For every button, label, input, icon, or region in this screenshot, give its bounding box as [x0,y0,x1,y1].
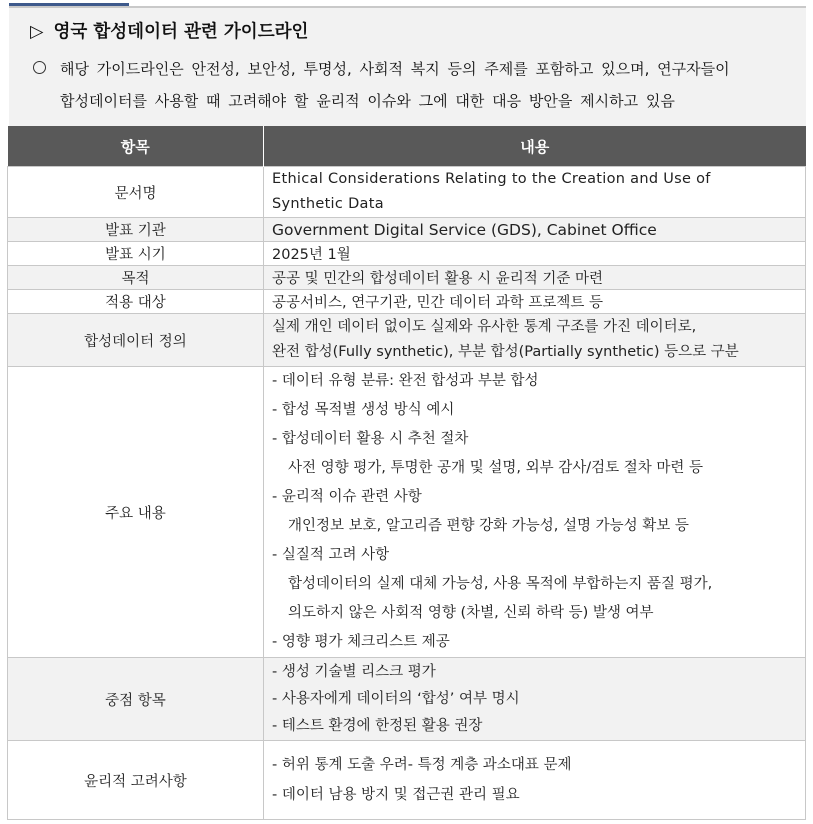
row-label: 목적 [8,266,264,290]
row-label: 발표 시기 [8,242,264,266]
row-label: 발표 기관 [8,218,264,242]
row-value [264,167,806,218]
section-title-text: 영국 합성데이터 관련 가이드라인 [53,22,309,42]
value-line: - 사용자에게 데이터의 ‘합성’ 여부 명시 [272,690,520,707]
row-value [264,314,806,367]
header-item: 항목 [8,126,264,167]
value-line: - 허위 통계 도출 우려- 특정 계층 과소대표 문제 [272,757,572,773]
table-row [8,290,806,314]
summary-line-2: 합성데이터를 사용할 때 고려해야 할 윤리적 이슈와 그에 대한 대응 방안을 제시하고 있음 [60,92,675,110]
row-value: Government Digital Service (GDS), Cabinet Office [264,218,806,242]
section-title [30,18,308,43]
value-line: 개인정보 보호, 알고리즘 편향 강화 가능성, 설명 가능성 확보 등 [288,518,689,534]
circle-bullet-icon [33,61,46,74]
top-accent-bar [9,3,129,6]
value-line: - 데이터 유형 분류: 완전 합성과 부분 합성 [272,373,539,389]
value-line: - 생성 기술별 리스크 평가 [272,663,436,680]
row-label: 윤리적 고려사항 [8,741,264,820]
guideline-table [7,126,806,820]
row-value: 2025년 1월 [264,242,806,266]
table-row [8,314,806,367]
table-row [8,242,806,266]
table-row [8,167,806,218]
value-line: - 영향 평가 체크리스트 제공 [272,634,450,650]
value-line: - 테스트 환경에 한정된 활용 권장 [272,717,483,734]
value-line: Ethical Considerations Relating to the Creation and Use of [272,171,711,187]
value-line: 합성데이터의 실제 대체 가능성, 사용 목적에 부합하는지 품질 평가, [288,576,713,592]
value-line: 실제 개인 데이터 없이도 실제와 유사한 통계 구조를 가진 데이터로, [272,319,697,335]
triangle-bullet-icon: ▷ [30,22,44,42]
table-row [8,367,806,658]
row-label: 중점 항목 [8,658,264,741]
table-header-row [8,126,806,167]
summary-line-1: 해당 가이드라인은 안전성, 보안성, 투명성, 사회적 복지 등의 주제를 포함하고 있으며, 연구자들이 [60,60,730,78]
table-row [8,658,806,741]
row-value [264,741,806,820]
value-line: - 합성데이터 활용 시 추천 절차 [272,431,469,447]
value-line: 사전 영향 평가, 투명한 공개 및 설명, 외부 감사/검토 절차 마련 등 [288,460,703,476]
value-line: - 합성 목적별 생성 방식 예시 [272,402,455,418]
row-label: 적용 대상 [8,290,264,314]
value-line: Synthetic Data [272,196,384,212]
row-value [264,658,806,741]
row-label: 문서명 [8,167,264,218]
value-line: - 윤리적 이슈 관련 사항 [272,489,422,505]
table-row [8,741,806,820]
table-row [8,218,806,242]
value-line: 의도하지 않은 사회적 영향 (차별, 신뢰 하락 등) 발생 여부 [288,605,654,621]
header-content: 내용 [264,126,806,167]
row-value: 공공서비스, 연구기관, 민간 데이터 과학 프로젝트 등 [264,290,806,314]
table-row [8,266,806,290]
row-label: 주요 내용 [8,367,264,658]
value-line: - 실질적 고려 사항 [272,547,390,563]
row-label: 합성데이터 정의 [8,314,264,367]
value-line: - 데이터 남용 방지 및 접근권 관리 필요 [272,787,520,803]
value-line: 완전 합성(Fully synthetic), 부분 합성(Partially synthetic) 등으로 구분 [272,344,739,360]
row-value [264,367,806,658]
row-value: 공공 및 민간의 합성데이터 활용 시 윤리적 기준 마련 [264,266,806,290]
